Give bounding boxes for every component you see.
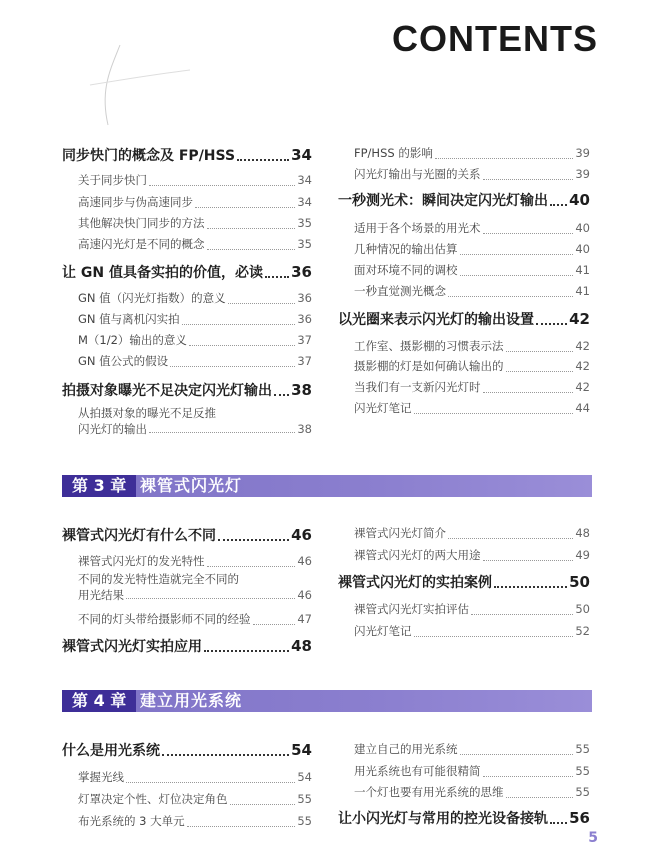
dot-leader — [230, 800, 296, 805]
chapter-number: 第 4 章 — [62, 690, 136, 712]
entry-page-number: 37 — [297, 354, 312, 368]
entry-label-continued: 用光结果 46 — [78, 588, 312, 602]
entry-page-number: 36 — [297, 291, 312, 305]
entry-page-number: 50 — [575, 602, 590, 616]
entry-page-number: 34 — [297, 195, 312, 209]
chapter-title: 裸管式闪光灯 — [140, 476, 243, 495]
entry-page-number: 40 — [575, 221, 590, 235]
entry-label: GN 值公式的假设 — [78, 354, 169, 368]
entry-page-number: 42 — [575, 359, 590, 373]
entry-page-number: 39 — [575, 167, 590, 181]
entry-page-number: 41 — [575, 263, 590, 277]
entry-page-number: 52 — [575, 624, 590, 638]
entry-label: 建立自己的用光系统 — [354, 742, 458, 756]
entry-label: 让小闪光灯与常用的控光设备接轨 — [338, 811, 548, 827]
chapter-number: 第 3 章 — [62, 475, 136, 497]
chapter-4-column-left — [62, 0, 312, 840]
entry-label: 一个灯也要有用光系统的思维 — [354, 785, 504, 799]
entry-page-number: 46 — [291, 526, 312, 544]
entry-page-number: 42 — [569, 310, 590, 328]
entry-label: 高速闪光灯是不同的概念 — [78, 237, 205, 251]
entry-label: 从拍摄对象的曝光不足反推 — [78, 406, 216, 420]
entry-label: 几种情况的输出估算 — [354, 242, 458, 256]
entry-page-number: 55 — [575, 764, 590, 778]
chapter-title: 建立用光系统 — [140, 691, 243, 710]
entry-label: 高速同步与伪高速同步 — [78, 195, 193, 209]
entry-label: 当我们有一支新闪光灯时 — [354, 380, 481, 394]
entry-label: 一秒测光术：瞬间决定闪光灯输出 — [338, 193, 548, 209]
page-number: 5 — [588, 830, 598, 846]
entry-label: 拍摄对象曝光不足决定闪光灯输出 — [62, 383, 272, 399]
toc-subsection-entry[interactable] — [62, 813, 312, 829]
entry-label: 掌握光线 — [78, 770, 124, 784]
dot-leader — [460, 750, 574, 755]
entry-page-number: 40 — [569, 191, 590, 209]
entry-label: 布光系统的 3 大单元 — [78, 814, 185, 828]
entry-page-number: 55 — [297, 814, 312, 828]
entry-page-number: 34 — [291, 146, 312, 164]
entry-label-continued: 闪光灯的输出 38 — [78, 422, 312, 436]
entry-label: 裸管式闪光灯的发光特性 — [78, 554, 205, 568]
entry-label: 一秒直觉测光概念 — [354, 284, 446, 298]
entry-page-number: 34 — [297, 173, 312, 187]
entry-label: 裸管式闪光灯有什么不同 — [62, 528, 216, 544]
entry-label: 以光圈来表示闪光灯的输出设置 — [338, 312, 534, 328]
entry-label: 裸管式闪光灯实拍评估 — [354, 602, 469, 616]
entry-page-number: 55 — [575, 785, 590, 799]
entry-page-number: 54 — [291, 741, 312, 759]
entry-label: GN 值（闪光灯指数）的意义 — [78, 291, 226, 305]
entry-label: 闪光灯笔记 — [354, 624, 412, 638]
entry-page-number: 54 — [297, 770, 312, 784]
entry-page-number: 36 — [297, 312, 312, 326]
entry-page-number: 35 — [297, 237, 312, 251]
entry-label: 灯罩决定个性、灯位决定角色 — [78, 792, 228, 806]
toc-section-entry[interactable] — [62, 740, 312, 760]
entry-page-number: 46 — [297, 588, 312, 602]
toc-subsection-entry[interactable] — [338, 741, 590, 757]
toc-subsection-entry[interactable] — [338, 784, 590, 800]
entry-label: 适用于各个场景的用光术 — [354, 221, 481, 235]
toc-subsection-entry[interactable] — [62, 769, 312, 785]
entry-label: 面对环境不同的调校 — [354, 263, 458, 277]
dot-leader — [187, 822, 296, 827]
entry-page-number: 48 — [575, 526, 590, 540]
dot-leader — [162, 750, 289, 756]
entry-page-number: 41 — [575, 284, 590, 298]
entry-label: 不同的发光特性造就完全不同的 — [78, 572, 239, 586]
entry-page-number: 38 — [291, 381, 312, 399]
entry-label: 摄影棚的灯是如何确认输出的 — [354, 359, 504, 373]
dot-leader — [506, 793, 574, 798]
entry-page-number: 42 — [575, 380, 590, 394]
entry-label: FP/HSS 的影响 — [354, 146, 433, 160]
toc-section-entry[interactable] — [338, 808, 590, 828]
entry-label: M（1/2）输出的意义 — [78, 333, 187, 347]
entry-label: 关于同步快门 — [78, 173, 147, 187]
entry-page-number: 56 — [569, 809, 590, 827]
dot-leader — [126, 778, 295, 783]
entry-label: 不同的灯头带给摄影师不同的经验 — [78, 612, 251, 626]
dot-leader — [483, 772, 574, 777]
entry-label: 闪光灯笔记 — [354, 401, 412, 415]
dot-leader — [550, 818, 567, 824]
entry-label: 其他解决快门同步的方法 — [78, 216, 205, 230]
entry-label: 用光系统也有可能很精简 — [354, 764, 481, 778]
entry-label: 工作室、摄影棚的习惯表示法 — [354, 339, 504, 353]
entry-page-number: 55 — [575, 742, 590, 756]
entry-page-number: 35 — [297, 216, 312, 230]
entry-label: 什么是用光系统 — [62, 743, 160, 759]
entry-page-number: 36 — [291, 263, 312, 281]
entry-label: GN 值与离机闪实拍 — [78, 312, 180, 326]
entry-page-number: 40 — [575, 242, 590, 256]
entry-label: 裸管式闪光灯简介 — [354, 526, 446, 540]
entry-page-number: 46 — [297, 554, 312, 568]
entry-page-number: 49 — [575, 548, 590, 562]
chapter-4-column-right — [338, 0, 590, 840]
entry-page-number: 50 — [569, 573, 590, 591]
entry-label: 裸管式闪光灯的实拍案例 — [338, 575, 492, 591]
toc-subsection-entry[interactable] — [62, 791, 312, 807]
entry-page-number: 44 — [575, 401, 590, 415]
entry-page-number: 42 — [575, 339, 590, 353]
entry-label: 让 GN 值具备实拍的价值，必读 — [62, 265, 263, 281]
entry-page-number: 39 — [575, 146, 590, 160]
page-title: CONTENTS — [392, 18, 598, 59]
entry-label: 闪光灯输出与光圈的关系 — [354, 167, 481, 181]
entry-page-number: 48 — [291, 637, 312, 655]
entry-label: 裸管式闪光灯实拍应用 — [62, 639, 202, 655]
entry-page-number: 47 — [297, 612, 312, 626]
entry-page-number: 38 — [297, 422, 312, 436]
entry-label: 同步快门的概念及 FP/HSS — [62, 148, 236, 164]
entry-page-number: 55 — [297, 792, 312, 806]
entry-page-number: 37 — [297, 333, 312, 347]
toc-subsection-entry[interactable] — [338, 763, 590, 779]
entry-label: 裸管式闪光灯的两大用途 — [354, 548, 481, 562]
